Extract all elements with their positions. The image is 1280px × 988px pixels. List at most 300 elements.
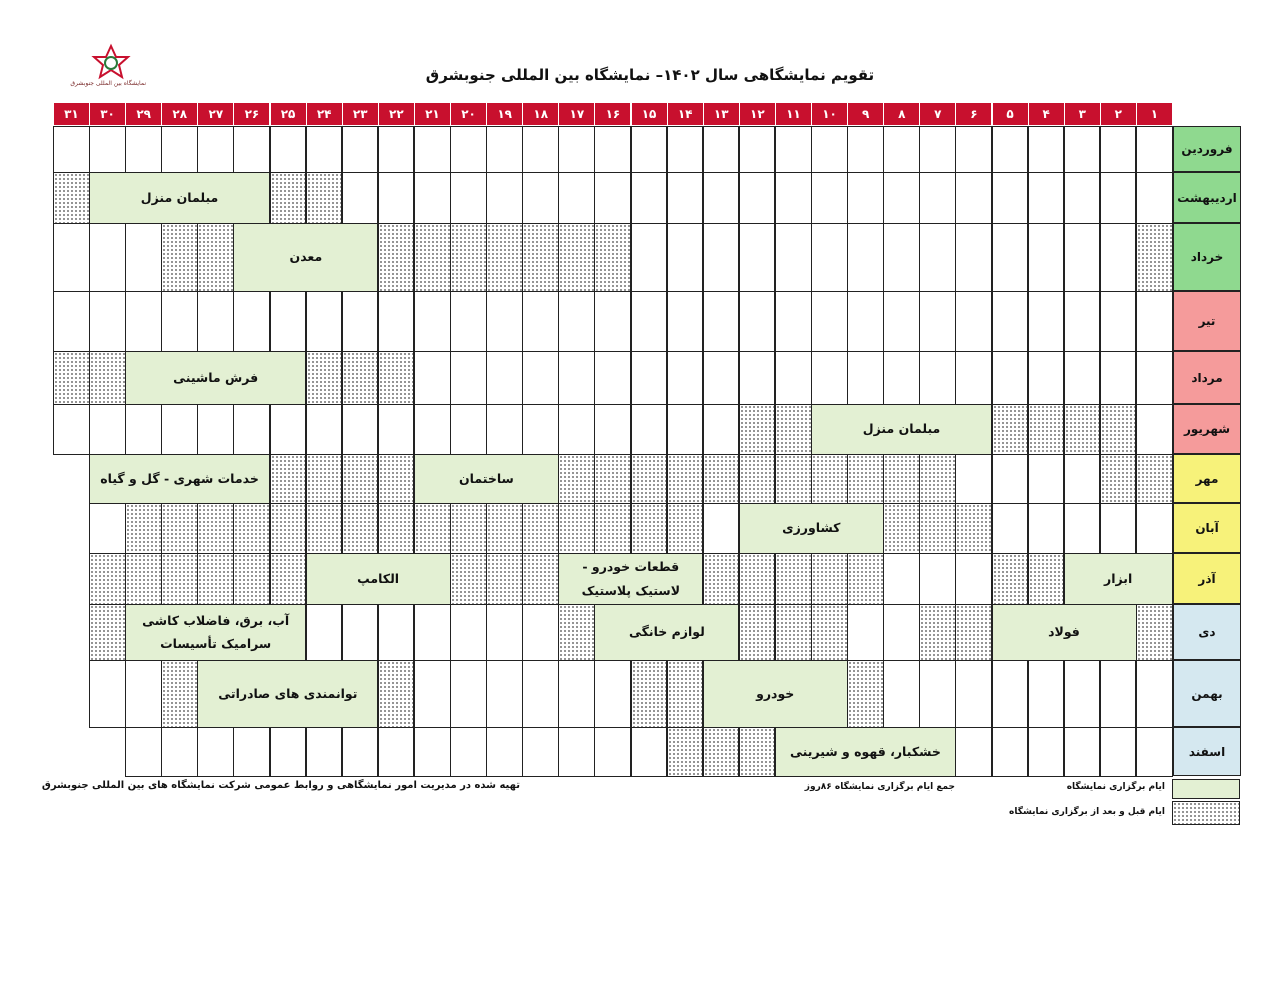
pre-post-day-cell: [919, 503, 956, 554]
pre-post-day-cell: [811, 553, 848, 605]
pre-post-day-cell: [522, 553, 559, 605]
day-cell: [1028, 126, 1065, 173]
pre-post-day-cell: [270, 553, 307, 605]
day-cell: [125, 727, 162, 777]
day-cell: [486, 660, 523, 728]
day-cell: [161, 291, 198, 352]
day-cell: [270, 404, 307, 455]
day-cell: [811, 126, 848, 173]
pre-post-day-cell: [811, 454, 848, 504]
day-cell: [378, 291, 415, 352]
day-cell: [955, 454, 992, 504]
day-cell: [775, 351, 812, 405]
day-cell: [594, 660, 631, 728]
day-cell: [703, 223, 740, 292]
pre-post-day-cell: [775, 604, 812, 661]
pre-post-day-cell: [883, 454, 920, 504]
pre-post-day-cell: [306, 503, 343, 554]
day-cell: [919, 172, 956, 224]
day-cell: [667, 126, 704, 173]
day-cell: [378, 604, 415, 661]
day-cell: [847, 172, 884, 224]
day-cell: [594, 172, 631, 224]
day-cell: [522, 404, 559, 455]
day-cell: [703, 126, 740, 173]
day-cell: [703, 503, 740, 554]
day-cell: [739, 172, 776, 224]
day-cell: [883, 660, 920, 728]
pre-post-day-cell: [233, 503, 270, 554]
day-cell: [1064, 454, 1101, 504]
day-cell: [486, 291, 523, 352]
day-header-cell: ۷: [919, 103, 955, 125]
pre-post-day-cell: [486, 223, 523, 292]
day-cell: [450, 404, 487, 455]
pre-post-day-cell: [342, 503, 379, 554]
day-cell: [450, 126, 487, 173]
pre-post-day-cell: [522, 503, 559, 554]
month-header: آذر: [1173, 553, 1241, 604]
pre-post-day-cell: [161, 503, 198, 554]
day-cell: [53, 223, 90, 292]
day-cell: [414, 660, 451, 728]
day-cell: [1064, 126, 1101, 173]
pre-post-day-cell: [992, 404, 1029, 455]
day-cell: [1136, 172, 1173, 224]
pre-post-day-cell: [414, 503, 451, 554]
day-cell: [233, 291, 270, 352]
pre-post-day-cell: [1028, 404, 1065, 455]
pre-post-day-cell: [847, 454, 884, 504]
day-cell: [955, 126, 992, 173]
day-cell: [306, 604, 343, 661]
pre-post-day-cell: [703, 553, 740, 605]
day-header-cell: ۲۸: [161, 103, 197, 125]
pre-post-day-cell: [667, 660, 704, 728]
day-cell: [486, 126, 523, 173]
day-cell: [342, 291, 379, 352]
day-cell: [631, 727, 668, 777]
pre-post-day-cell: [847, 553, 884, 605]
day-cell: [919, 660, 956, 728]
day-cell: [1028, 291, 1065, 352]
day-cell: [233, 727, 270, 777]
event-block: خودرو: [703, 660, 848, 728]
day-header-cell: ۲۵: [270, 103, 306, 125]
pre-post-day-cell: [450, 223, 487, 292]
day-cell: [703, 172, 740, 224]
day-cell: [558, 172, 595, 224]
day-cell: [270, 126, 307, 173]
day-cell: [1064, 503, 1101, 554]
day-header-cell: ۱۴: [667, 103, 703, 125]
day-cell: [414, 351, 451, 405]
day-cell: [1100, 727, 1137, 777]
pre-post-day-cell: [450, 503, 487, 554]
pre-post-day-cell: [89, 604, 126, 661]
day-cell: [89, 503, 126, 554]
pre-post-day-cell: [161, 660, 198, 728]
day-cell: [811, 291, 848, 352]
pre-post-day-cell: [558, 454, 595, 504]
page-title: تقویم نمایشگاهی سال ۱۴۰۲– نمایشگاه بین المللی جنوبشرق: [425, 66, 875, 84]
event-block: آب، برق، فاضلاب کاشی سرامیک تأسیسات: [125, 604, 306, 661]
pre-post-day-cell: [270, 172, 307, 224]
day-cell: [125, 291, 162, 352]
day-cell: [125, 404, 162, 455]
day-cell: [486, 172, 523, 224]
pre-post-day-cell: [53, 172, 90, 224]
pre-post-day-cell: [1100, 454, 1137, 504]
day-cell: [955, 727, 992, 777]
day-header-cell: ۳۰: [89, 103, 125, 125]
day-cell: [811, 351, 848, 405]
day-cell: [450, 604, 487, 661]
day-cell: [847, 126, 884, 173]
day-cell: [992, 503, 1029, 554]
day-cell: [486, 351, 523, 405]
day-cell: [450, 351, 487, 405]
pre-post-day-cell: [955, 604, 992, 661]
day-cell: [558, 291, 595, 352]
pre-post-day-cell: [1136, 454, 1173, 504]
event-block: خدمات شهری - گل و گیاه: [89, 454, 270, 504]
day-cell: [378, 727, 415, 777]
day-cell: [197, 727, 234, 777]
day-cell: [197, 126, 234, 173]
pre-post-day-cell: [1136, 223, 1173, 292]
day-header-cell: ۲: [1100, 103, 1136, 125]
logo-text: نمایشگاه بین المللی جنوبشرق: [70, 80, 146, 87]
pre-post-day-cell: [1100, 404, 1137, 455]
day-cell: [775, 291, 812, 352]
month-header: مرداد: [1173, 351, 1241, 404]
month-header: تیر: [1173, 291, 1241, 351]
day-cell: [955, 172, 992, 224]
day-cell: [992, 351, 1029, 405]
day-cell: [161, 727, 198, 777]
pre-post-day-cell: [1028, 553, 1065, 605]
day-cell: [1136, 404, 1173, 455]
day-header-cell: ۳۱: [53, 103, 89, 125]
day-cell: [53, 126, 90, 173]
day-cell: [992, 126, 1029, 173]
day-cell: [1136, 126, 1173, 173]
pre-post-day-cell: [125, 553, 162, 605]
day-cell: [594, 291, 631, 352]
day-cell: [992, 454, 1029, 504]
day-cell: [703, 404, 740, 455]
day-cell: [125, 660, 162, 728]
day-cell: [667, 172, 704, 224]
day-cell: [1136, 503, 1173, 554]
day-cell: [919, 223, 956, 292]
day-cell: [1100, 291, 1137, 352]
day-cell: [1100, 172, 1137, 224]
day-cell: [1028, 503, 1065, 554]
day-cell: [775, 126, 812, 173]
pre-post-day-cell: [919, 604, 956, 661]
day-cell: [739, 291, 776, 352]
day-cell: [883, 223, 920, 292]
day-cell: [703, 351, 740, 405]
pre-post-day-cell: [1064, 404, 1101, 455]
day-cell: [342, 604, 379, 661]
day-cell: [1028, 727, 1065, 777]
day-header-cell: ۴: [1028, 103, 1064, 125]
day-cell: [89, 660, 126, 728]
day-header-cell: ۳: [1064, 103, 1100, 125]
day-cell: [486, 604, 523, 661]
day-header-cell: ۲۶: [233, 103, 269, 125]
day-cell: [1028, 454, 1065, 504]
day-cell: [739, 223, 776, 292]
day-cell: [522, 126, 559, 173]
day-cell: [667, 404, 704, 455]
pre-post-day-cell: [342, 454, 379, 504]
pre-post-day-cell: [89, 351, 126, 405]
day-header-cell: ۲۹: [125, 103, 161, 125]
day-cell: [631, 223, 668, 292]
month-header: آبان: [1173, 503, 1241, 553]
day-cell: [306, 291, 343, 352]
pre-post-day-cell: [306, 454, 343, 504]
day-cell: [342, 126, 379, 173]
day-cell: [992, 660, 1029, 728]
day-cell: [594, 126, 631, 173]
pre-post-day-cell: [919, 454, 956, 504]
day-cell: [306, 404, 343, 455]
day-cell: [89, 291, 126, 352]
day-cell: [1100, 351, 1137, 405]
pre-post-day-cell: [955, 503, 992, 554]
day-cell: [992, 291, 1029, 352]
pre-post-day-cell: [739, 404, 776, 455]
pre-post-day-cell: [594, 503, 631, 554]
event-block: توانمندی های صادراتی: [197, 660, 378, 728]
day-header-cell: ۲۰: [450, 103, 486, 125]
day-cell: [955, 553, 992, 605]
day-header-cell: ۲۲: [378, 103, 414, 125]
day-cell: [306, 727, 343, 777]
event-block: کشاورزی: [739, 503, 884, 554]
day-cell: [522, 291, 559, 352]
day-header-cell: ۸: [883, 103, 919, 125]
day-cell: [125, 223, 162, 292]
month-header: خرداد: [1173, 223, 1241, 291]
day-cell: [522, 604, 559, 661]
day-cell: [1064, 223, 1101, 292]
day-cell: [667, 291, 704, 352]
day-cell: [378, 172, 415, 224]
day-cell: [1064, 727, 1101, 777]
day-header-cell: ۲۴: [306, 103, 342, 125]
day-cell: [1028, 172, 1065, 224]
day-cell: [450, 660, 487, 728]
event-block: ابزار: [1064, 553, 1173, 605]
day-cell: [811, 172, 848, 224]
pre-post-day-cell: [883, 503, 920, 554]
pre-post-day-cell: [378, 503, 415, 554]
day-header-cell: ۱۲: [739, 103, 775, 125]
day-cell: [775, 172, 812, 224]
day-cell: [594, 727, 631, 777]
day-cell: [1028, 660, 1065, 728]
day-cell: [631, 351, 668, 405]
day-cell: [883, 553, 920, 605]
day-cell: [414, 172, 451, 224]
prepared-by-note: تهیه شده در مدیریت امور نمایشگاهی و روابط عمومی شرکت نمایشگاه های بین المللی جنوبشرق: [41, 780, 520, 791]
day-cell: [1136, 660, 1173, 728]
pre-post-day-cell: [667, 503, 704, 554]
day-cell: [450, 172, 487, 224]
day-cell: [1028, 351, 1065, 405]
pre-post-day-cell: [631, 454, 668, 504]
day-cell: [739, 126, 776, 173]
day-header-cell: ۱۳: [703, 103, 739, 125]
day-cell: [89, 126, 126, 173]
day-cell: [883, 172, 920, 224]
day-cell: [558, 126, 595, 173]
day-cell: [883, 291, 920, 352]
day-header-cell: ۱: [1136, 103, 1172, 125]
day-cell: [414, 727, 451, 777]
day-cell: [378, 404, 415, 455]
day-cell: [414, 291, 451, 352]
day-header-cell: ۱۷: [558, 103, 594, 125]
day-cell: [89, 223, 126, 292]
day-cell: [558, 727, 595, 777]
pre-post-day-cell: [89, 553, 126, 605]
event-block: قطعات خودرو - لاستیک پلاستیک: [558, 553, 703, 605]
event-block: الکامپ: [306, 553, 451, 605]
day-cell: [414, 604, 451, 661]
event-block: مبلمان منزل: [811, 404, 992, 455]
day-cell: [342, 404, 379, 455]
day-cell: [125, 126, 162, 173]
day-cell: [558, 351, 595, 405]
day-cell: [450, 727, 487, 777]
month-header: دی: [1173, 604, 1241, 660]
day-cell: [414, 126, 451, 173]
month-header: بهمن: [1173, 660, 1241, 727]
pre-post-day-cell: [811, 604, 848, 661]
day-cell: [53, 404, 90, 455]
day-cell: [522, 172, 559, 224]
day-cell: [955, 223, 992, 292]
month-header: شهریور: [1173, 404, 1241, 454]
pre-post-day-cell: [378, 454, 415, 504]
total-days-note: جمع ایام برگزاری نمایشگاه ۸۶روز: [804, 782, 955, 792]
day-header-cell: ۵: [992, 103, 1028, 125]
day-header-cell: ۱۸: [522, 103, 558, 125]
day-header-cell: ۱۵: [631, 103, 667, 125]
day-header-cell: ۱۹: [486, 103, 522, 125]
pre-post-day-cell: [270, 503, 307, 554]
day-cell: [342, 727, 379, 777]
day-header-cell: ۲۷: [197, 103, 233, 125]
pre-post-day-cell: [775, 553, 812, 605]
day-cell: [378, 126, 415, 173]
day-cell: [1028, 223, 1065, 292]
day-cell: [594, 404, 631, 455]
pre-post-day-cell: [739, 454, 776, 504]
pre-post-day-cell: [197, 503, 234, 554]
day-header-cell: ۹: [847, 103, 883, 125]
day-cell: [270, 291, 307, 352]
pre-post-day-cell: [992, 553, 1029, 605]
pre-post-day-cell: [306, 351, 343, 405]
day-cell: [883, 126, 920, 173]
pre-post-day-cell: [233, 553, 270, 605]
day-cell: [558, 660, 595, 728]
event-block: معدن: [233, 223, 378, 292]
day-cell: [450, 291, 487, 352]
pre-post-day-cell: [775, 454, 812, 504]
day-cell: [89, 404, 126, 455]
pre-post-day-cell: [342, 351, 379, 405]
day-cell: [667, 223, 704, 292]
day-cell: [631, 126, 668, 173]
day-cell: [1136, 727, 1173, 777]
pre-post-day-cell: [125, 503, 162, 554]
event-block: ساختمان: [414, 454, 559, 504]
month-header: اردیبهشت: [1173, 172, 1241, 223]
day-cell: [161, 404, 198, 455]
day-cell: [667, 351, 704, 405]
day-header-cell: ۲۱: [414, 103, 450, 125]
day-cell: [919, 126, 956, 173]
day-cell: [631, 291, 668, 352]
pre-post-day-cell: [703, 454, 740, 504]
pre-post-day-cell: [306, 172, 343, 224]
day-cell: [847, 604, 884, 661]
day-cell: [522, 660, 559, 728]
day-cell: [775, 223, 812, 292]
day-cell: [883, 351, 920, 405]
month-header: مهر: [1173, 454, 1241, 503]
pre-post-day-cell: [739, 727, 776, 777]
day-cell: [522, 727, 559, 777]
day-header-cell: ۶: [955, 103, 991, 125]
pre-post-day-cell: [739, 604, 776, 661]
day-cell: [955, 291, 992, 352]
day-cell: [703, 291, 740, 352]
day-cell: [306, 126, 343, 173]
pre-post-day-cell: [594, 223, 631, 292]
day-cell: [992, 223, 1029, 292]
pre-post-day-cell: [161, 553, 198, 605]
legend-dotted-label: ایام قبل و بعد از برگزاری نمایشگاه: [1009, 807, 1165, 817]
day-cell: [522, 351, 559, 405]
pre-post-day-cell: [197, 223, 234, 292]
event-block: فرش ماشینی: [125, 351, 306, 405]
day-cell: [486, 404, 523, 455]
legend-event-swatch: [1172, 779, 1240, 799]
day-cell: [1100, 660, 1137, 728]
day-cell: [1100, 126, 1137, 173]
day-cell: [919, 351, 956, 405]
pre-post-day-cell: [775, 404, 812, 455]
pre-post-day-cell: [450, 553, 487, 605]
pre-post-day-cell: [667, 727, 704, 777]
day-cell: [739, 351, 776, 405]
day-cell: [1100, 503, 1137, 554]
event-block: لوازم خانگی: [594, 604, 739, 661]
day-cell: [197, 291, 234, 352]
legend-dotted-swatch: [1172, 801, 1240, 825]
pre-post-day-cell: [739, 553, 776, 605]
